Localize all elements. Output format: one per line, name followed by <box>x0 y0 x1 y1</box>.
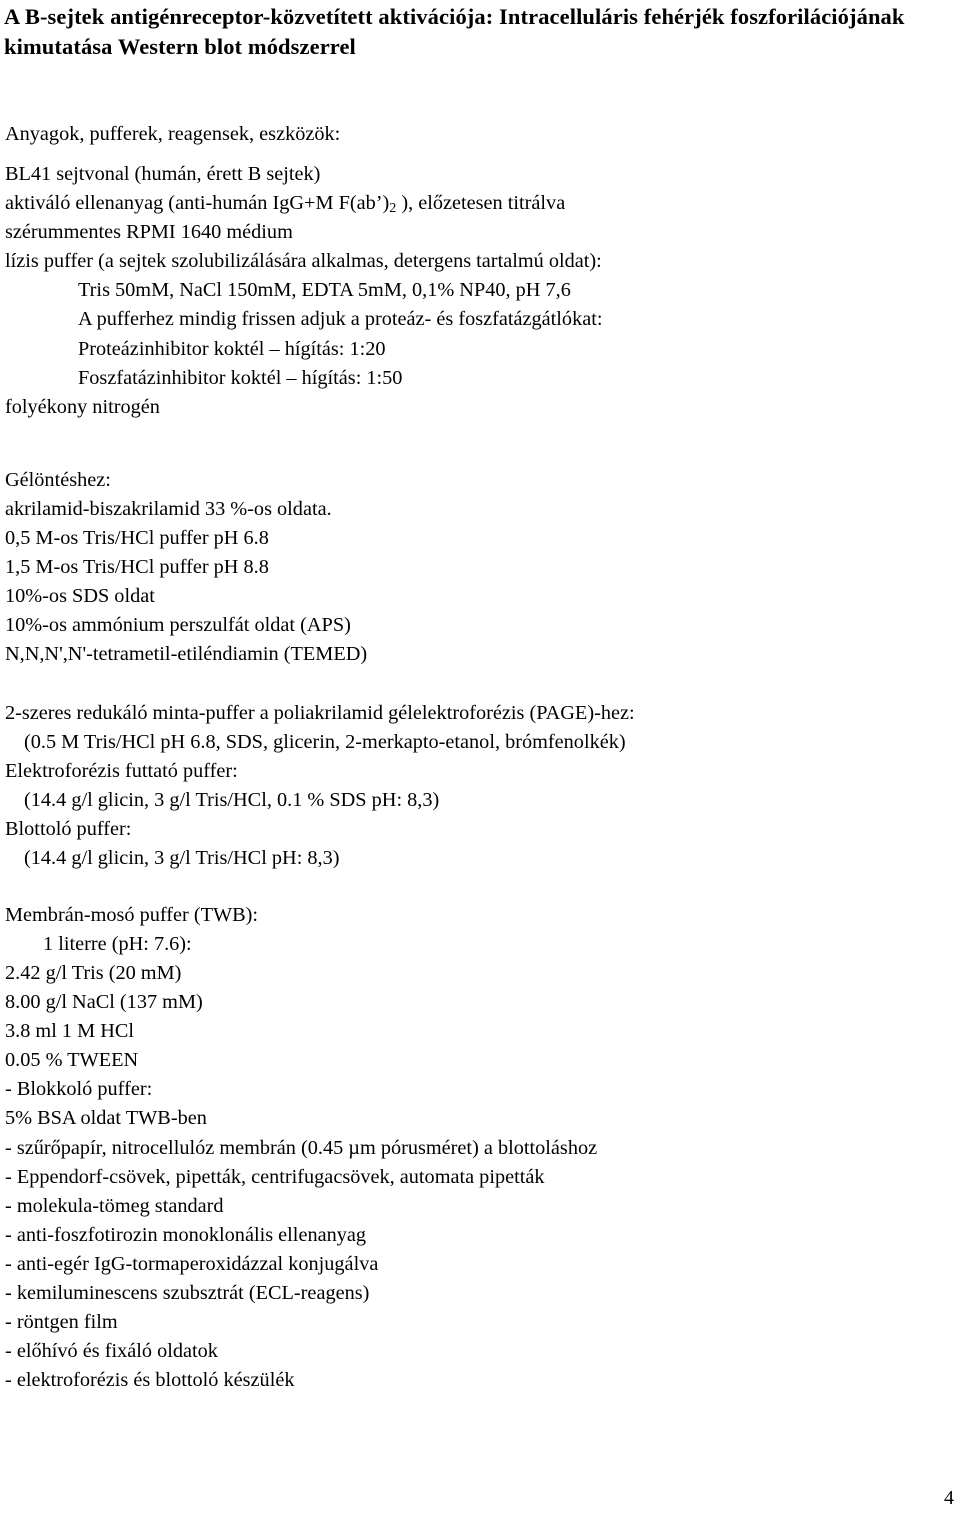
sample-buffer-item: 2-szeres redukáló minta-puffer a poliakrilamid gélelektroforézis (PAGE)-hez: <box>5 702 635 724</box>
antibody-text: aktiváló ellenanyag (anti-humán IgG+M F(ab’) <box>5 192 390 214</box>
list-item: - kemiluminescens szubsztrát (ECL-reagens) <box>5 1282 370 1304</box>
nitrogen-item: folyékony nitrogén <box>5 396 160 418</box>
materials-heading: Anyagok, pufferek, reagensek, eszközök: <box>5 123 341 145</box>
medium-item: szérummentes RPMI 1640 médium <box>5 221 293 243</box>
running-buffer-item: Elektroforézis futtató puffer: <box>5 760 238 782</box>
list-item: - szűrőpapír, nitrocellulóz membrán (0.45 µm pórusméret) a blottoláshoz <box>5 1137 598 1159</box>
list-item: - molekula-tömeg standard <box>5 1195 224 1217</box>
phosphatase-inhibitor-item: Foszfatázinhibitor koktél – hígítás: 1:50 <box>78 367 403 389</box>
antibody-item <box>5 191 565 221</box>
list-item: 1,5 M-os Tris/HCl puffer pH 8.8 <box>5 556 269 578</box>
list-item: - Blokkoló puffer: <box>5 1078 153 1100</box>
list-item: akrilamid-biszakrilamid 33 %-os oldata. <box>5 498 332 520</box>
wash-buffer-heading: Membrán-mosó puffer (TWB): <box>5 904 259 926</box>
inhibitor-note: A pufferhez mindig frissen adjuk a proteáz- és foszfatázgátlókat: <box>78 308 603 330</box>
sample-buffer-composition: (0.5 M Tris/HCl pH 6.8, SDS, glicerin, 2-merkapto-etanol, brómfenolkék) <box>24 731 626 753</box>
list-item: N,N,N',N'-tetrametil-etiléndiamin (TEMED) <box>5 643 368 665</box>
protease-inhibitor-item: Proteázinhibitor koktél – hígítás: 1:20 <box>78 338 386 360</box>
list-item: 0.05 % TWEEN <box>5 1049 139 1071</box>
list-item: 10%-os SDS oldat <box>5 585 155 607</box>
antibody-subscript: 2 <box>389 201 397 216</box>
list-item: 2.42 g/l Tris (20 mM) <box>5 962 182 984</box>
cell-line-item: BL41 sejtvonal (humán, érett B sejtek) <box>5 163 321 185</box>
list-item: 3.8 ml 1 M HCl <box>5 1020 135 1042</box>
list-item: - anti-egér IgG-tormaperoxidázzal konjugálva <box>5 1253 379 1275</box>
list-item: 10%-os ammónium perszulfát oldat (APS) <box>5 614 351 636</box>
list-item: - röntgen film <box>5 1311 118 1333</box>
running-buffer-composition: (14.4 g/l glicin, 3 g/l Tris/HCl, 0.1 % SDS pH: 8,3) <box>24 789 440 811</box>
lysis-composition: Tris 50mM, NaCl 150mM, EDTA 5mM, 0,1% NP40, pH 7,6 <box>78 279 571 301</box>
blotting-buffer-composition: (14.4 g/l glicin, 3 g/l Tris/HCl pH: 8,3) <box>24 847 340 869</box>
list-item: - előhívó és fixáló oldatok <box>5 1340 218 1362</box>
gel-casting-heading: Gélöntéshez: <box>5 469 111 491</box>
list-item: - elektroforézis és blottoló készülék <box>5 1369 295 1391</box>
list-item: - Eppendorf-csövek, pipetták, centrifugacsövek, automata pipetták <box>5 1166 545 1188</box>
list-item: - anti-foszfotirozin monoklonális ellenanyag <box>5 1224 367 1246</box>
page-number: 4 <box>944 1487 954 1509</box>
blotting-buffer-item: Blottoló puffer: <box>5 818 132 840</box>
list-item: 8.00 g/l NaCl (137 mM) <box>5 991 203 1013</box>
lysis-buffer-item: lízis puffer (a sejtek szolubilizálására alkalmas, detergens tartalmú oldat): <box>5 250 602 272</box>
antibody-text-end: ), előzetesen titrálva <box>396 192 566 214</box>
document-title: A B-sejtek antigénreceptor-közvetített aktivációja: Intracelluláris fehérjék foszforilációjának kimutatása Western blot módszerrel <box>4 4 905 59</box>
list-item: 5% BSA oldat TWB-ben <box>5 1107 207 1129</box>
list-item: 0,5 M-os Tris/HCl puffer pH 6.8 <box>5 527 269 549</box>
per-liter-label: 1 literre (pH: 7.6): <box>43 933 192 955</box>
